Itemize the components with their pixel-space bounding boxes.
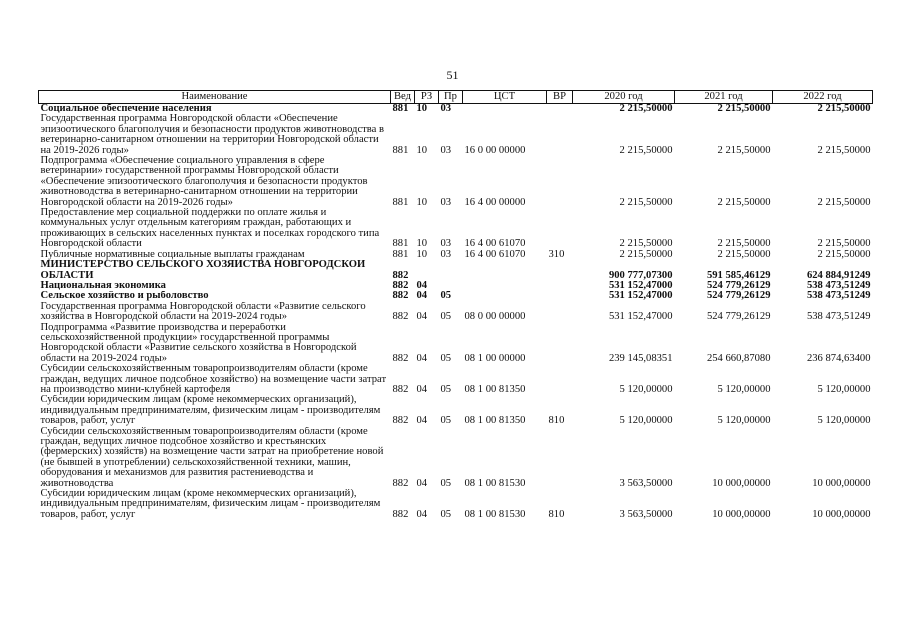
header-cst: ЦСТ [463, 91, 547, 104]
row-rz: 10 [416, 249, 428, 260]
budget-table [38, 90, 873, 520]
header-ved: Вед [391, 91, 415, 104]
row-pr: 05 [440, 352, 452, 364]
row-rz [415, 260, 439, 281]
row-2022: 10 000,00000 [812, 508, 871, 520]
row-vr: 810 [548, 415, 565, 427]
row-name: Субсидии сельскохозяйственным товаропроизводителям области (кроме граждан, ведущих личное подсобное хозяйство) на возмещение части затрат на производство мини-клубней картофеля [40, 364, 387, 395]
row-cst [463, 291, 547, 301]
row-vr [547, 427, 573, 489]
table-row [39, 250, 873, 260]
row-vr [547, 156, 573, 208]
row-rz: 04 [416, 280, 428, 291]
row-2021: 2 215,50000 [717, 196, 771, 208]
row-2020: 900 777,07300 [608, 269, 673, 281]
row-rz: 04 [416, 508, 428, 520]
row-rz: 04 [416, 415, 428, 427]
header-pr: Пр [439, 91, 463, 104]
row-2020: 3 563,50000 [619, 508, 673, 520]
table-row [39, 323, 873, 365]
row-cst: 16 4 00 61070 [464, 238, 526, 250]
row-cst [463, 104, 547, 115]
row-cst: 08 1 00 81350 [464, 383, 526, 395]
row-pr [439, 281, 463, 291]
table-row [39, 104, 873, 115]
row-vr [547, 281, 573, 291]
row-2021: 2 215,50000 [717, 238, 771, 250]
row-2020: 3 563,50000 [619, 477, 673, 489]
table-row [39, 489, 873, 520]
row-ved: 881 [392, 249, 409, 260]
row-pr: 05 [440, 291, 452, 302]
header-rz: РЗ [415, 91, 439, 104]
row-cst: 16 4 00 00000 [464, 196, 526, 208]
row-vr [547, 114, 573, 156]
row-rz: 04 [416, 291, 428, 302]
row-pr: 05 [440, 415, 452, 427]
row-2022: 538 473,51249 [806, 291, 871, 302]
row-ved: 881 [392, 103, 409, 114]
row-pr: 05 [440, 477, 452, 489]
table-row [39, 114, 873, 156]
row-2021: 10 000,00000 [712, 477, 771, 489]
row-2020: 5 120,00000 [619, 383, 673, 395]
table-row [39, 208, 873, 250]
row-ved: 882 [392, 352, 409, 364]
row-2020: 2 215,50000 [619, 103, 673, 114]
row-cst: 08 1 00 00000 [464, 352, 526, 364]
row-vr: 810 [548, 508, 565, 520]
row-cst: 08 1 00 81530 [464, 477, 526, 489]
row-ved: 882 [392, 415, 409, 427]
header-2021: 2021 год [675, 91, 773, 104]
row-cst: 08 0 00 00000 [464, 311, 526, 323]
row-name: Субсидии юридическим лицам (кроме некоммерческих организаций), индивидуальным предпринимателям, физическим лицам - производителям товаров, работ, услуг [40, 489, 381, 520]
row-rz: 10 [416, 103, 428, 114]
row-name: Сельское хозяйство и рыболовство [40, 291, 209, 302]
row-2022: 624 884,91249 [806, 269, 871, 281]
row-2021: 591 585,46129 [706, 269, 771, 281]
row-2021: 5 120,00000 [717, 383, 771, 395]
row-name: Национальная экономика [40, 280, 166, 291]
row-vr [547, 302, 573, 323]
row-2022: 2 215,50000 [817, 103, 871, 114]
row-name: Подпрограмма «Обеспечение социального управления в сфере ветеринарии» государственной программы Новгородской области «Обеспечение эпизоотического благополучия и безопасности продуктов животноводства в ветеринарно-санитарном отношении на территории Новгородской области на 2019-2026 годы» [40, 156, 368, 208]
row-ved: 882 [392, 477, 409, 489]
row-cst: 08 1 00 81350 [464, 415, 526, 427]
row-2020: 239 145,08351 [608, 352, 673, 364]
row-name: Подпрограмма «Развитие производства и переработки сельскохозяйственной продукции» государственной программы Новгородской области «Развитие сельского хозяйства в Новгородской области на 2019-2024 годы» [40, 322, 357, 364]
row-2021: 2 215,50000 [717, 249, 771, 260]
row-ved: 881 [392, 144, 409, 156]
header-2020: 2020 год [573, 91, 675, 104]
header-name: Наименование [39, 91, 391, 104]
row-2022: 538 473,51249 [806, 280, 871, 291]
row-2021: 254 660,87080 [706, 352, 771, 364]
row-2022: 5 120,00000 [817, 415, 871, 427]
row-2020: 5 120,00000 [619, 415, 673, 427]
row-vr [547, 260, 573, 281]
row-rz: 04 [416, 477, 428, 489]
row-pr: 03 [440, 238, 452, 250]
row-name: Государственная программа Новгородской области «Развитие сельского хозяйства в Новгородской области на 2019-2024 годы» [40, 301, 366, 323]
row-2020: 2 215,50000 [619, 196, 673, 208]
row-cst [463, 281, 547, 291]
header-row [39, 91, 873, 104]
table-row [39, 291, 873, 301]
row-rz: 10 [416, 238, 428, 250]
row-2020: 531 152,47000 [608, 311, 673, 323]
table-row [39, 302, 873, 323]
row-ved: 882 [392, 280, 409, 291]
row-name: Субсидии юридическим лицам (кроме некоммерческих организаций), индивидуальным предпринимателям, физическим лицам - производителям товаров, работ, услуг [40, 395, 381, 427]
row-name: МИНИСТЕРСТВО СЕЛЬСКОГО ХОЗЯЙСТВА НОВГОРОДСКОЙ ОБЛАСТИ [40, 260, 366, 281]
row-2022: 236 874,63400 [806, 352, 871, 364]
row-ved: 881 [392, 238, 409, 250]
row-2020: 531 152,47000 [608, 291, 673, 302]
table-row [39, 260, 873, 281]
table-row [39, 364, 873, 395]
row-2021: 524 779,26129 [706, 311, 771, 323]
table-body [39, 104, 873, 521]
row-2020: 2 215,50000 [619, 249, 673, 260]
row-2021: 524 779,26129 [706, 280, 771, 291]
row-pr: 03 [440, 144, 452, 156]
row-2022: 2 215,50000 [817, 196, 871, 208]
row-2020: 2 215,50000 [619, 238, 673, 250]
row-2022: 5 120,00000 [817, 383, 871, 395]
row-vr [547, 323, 573, 365]
row-2021: 5 120,00000 [717, 415, 771, 427]
row-pr: 05 [440, 508, 452, 520]
row-rz: 04 [416, 383, 428, 395]
row-cst [463, 260, 547, 281]
row-ved: 882 [392, 383, 409, 395]
row-name: Публичные нормативные социальные выплаты гражданам [40, 249, 305, 260]
row-name: Предоставление мер социальной поддержки по оплате жилья и коммунальных услуг отдельным категориям граждан, работающих и проживающих в сельских населенных пунктах и поселках городского типа Новгородской области [40, 208, 380, 250]
row-pr: 05 [440, 383, 452, 395]
row-pr: 03 [440, 249, 452, 260]
row-2022: 538 473,51249 [806, 311, 871, 323]
row-name: Государственная программа Новгородской области «Обеспечение эпизоотического благополучия и безопасности продуктов животноводства в ветеринарно-санитарном отношении на территории Новгородской области на 2019-2026 годы» [40, 114, 384, 156]
row-rz: 04 [416, 311, 428, 323]
row-vr [547, 208, 573, 250]
row-2022: 10 000,00000 [812, 477, 871, 489]
row-ved: 881 [392, 196, 409, 208]
row-vr [547, 364, 573, 395]
row-2021: 2 215,50000 [717, 144, 771, 156]
row-2022: 2 215,50000 [817, 144, 871, 156]
row-2021: 524 779,26129 [706, 291, 771, 302]
table-row [39, 281, 873, 291]
row-vr [547, 291, 573, 301]
row-ved: 882 [392, 508, 409, 520]
row-pr: 03 [440, 103, 452, 114]
row-2021: 2 215,50000 [717, 103, 771, 114]
page-number: 51 [446, 68, 459, 82]
row-pr: 05 [440, 311, 452, 323]
row-2022: 2 215,50000 [817, 249, 871, 260]
row-2021: 10 000,00000 [712, 508, 771, 520]
row-cst: 16 4 00 61070 [464, 249, 526, 260]
row-ved: 882 [392, 269, 409, 281]
table-row [39, 156, 873, 208]
row-name: Субсидии сельскохозяйственным товаропроизводителям области (кроме граждан, ведущих личное подсобное хозяйство и крестьянских (фермерских) хозяйств) на возмещение части затрат на приобретение новой (не бывшей в употреблении) сельскохозяйственной техники, машин, оборудования и механизмов для развития растениеводства и животноводства [40, 426, 384, 489]
row-cst: 16 0 00 00000 [464, 144, 526, 156]
row-cst: 08 1 00 81530 [464, 508, 526, 520]
row-ved: 882 [392, 311, 409, 323]
row-2020: 531 152,47000 [608, 280, 673, 291]
row-ved: 882 [392, 291, 409, 302]
row-rz: 10 [416, 196, 428, 208]
row-2022: 2 215,50000 [817, 238, 871, 250]
row-name: Социальное обеспечение населения [40, 103, 212, 114]
table-row [39, 395, 873, 426]
header-2022: 2022 год [773, 91, 873, 104]
row-pr [439, 260, 463, 281]
row-rz: 10 [416, 144, 428, 156]
row-rz: 04 [416, 352, 428, 364]
header-vr: ВР [547, 91, 573, 104]
row-vr [547, 104, 573, 115]
table-row [39, 427, 873, 489]
row-vr: 310 [548, 249, 565, 260]
row-pr: 03 [440, 196, 452, 208]
row-2020: 2 215,50000 [619, 144, 673, 156]
